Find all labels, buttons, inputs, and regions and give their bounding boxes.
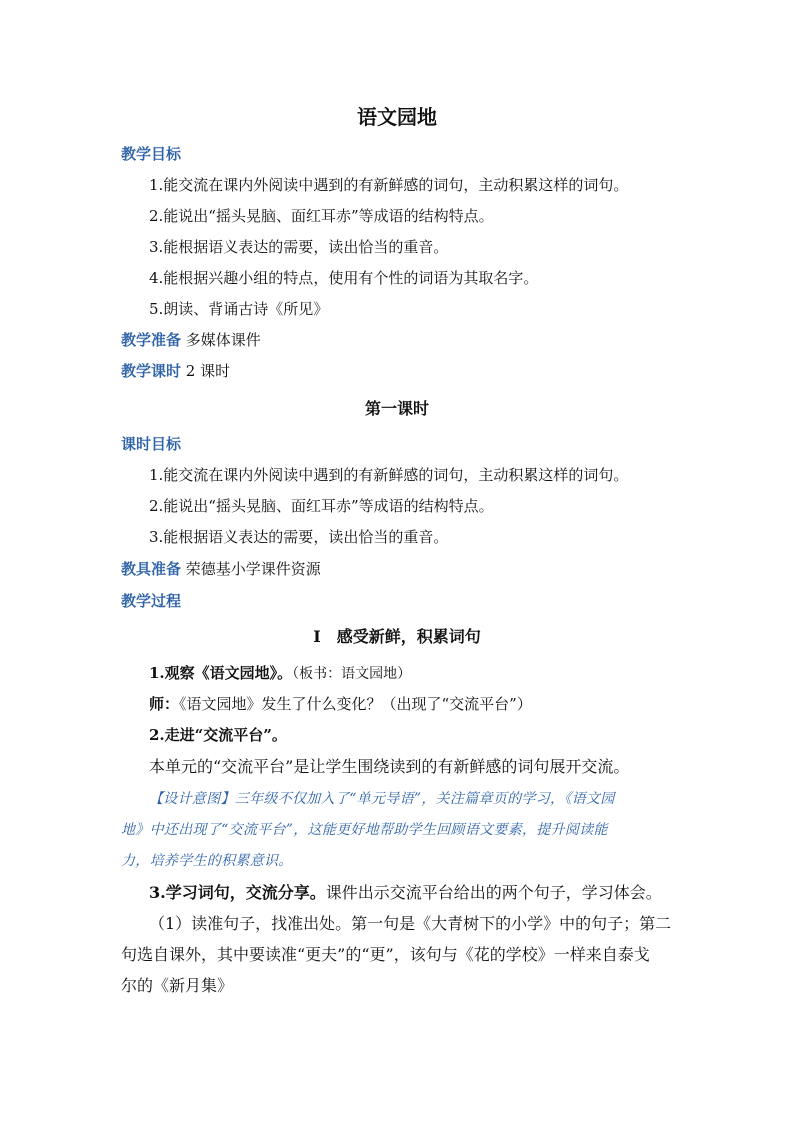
design-note-text: 三年级不仅加入了“单元导语”，关注篇章页的学习，《语文园 bbox=[234, 791, 615, 807]
goal-item: 3.能根据语义表达的需要，读出恰当的重音。 bbox=[149, 238, 449, 256]
teacher-text: 《语文园地》发生了什么变化？（出现了“交流平台”） bbox=[179, 695, 532, 713]
prep-label: 教学准备 bbox=[121, 331, 182, 349]
step-1 bbox=[149, 663, 411, 684]
step-3-detail-line: 尔的《新月集》 bbox=[121, 976, 234, 995]
step-1-rest: （板书：语文园地） bbox=[292, 666, 412, 682]
step-2: 2.走进“交流平台”。 bbox=[149, 726, 287, 744]
lesson-goal-item: 2.能说出“摇头晃脑、面红耳赤”等成语的结构特点。 bbox=[149, 497, 494, 515]
step-3-detail-line: （1）读准句子，找准出处。第一句是《大青树下的小学》中的句子；第二 bbox=[149, 914, 672, 933]
hours-line bbox=[121, 361, 230, 381]
goal-item: 1.能交流在课内外阅读中遇到的有新鲜感的词句，主动积累这样的词句。 bbox=[149, 176, 629, 194]
tools-line bbox=[121, 559, 321, 579]
step-1-bold: 1.观察《语文园地》。 bbox=[149, 664, 293, 682]
step-3-bold: 3.学习词句，交流分享。 bbox=[149, 883, 326, 902]
doc-title: 语文园地 bbox=[357, 105, 437, 129]
design-note-line-1 bbox=[149, 789, 615, 809]
step-3 bbox=[149, 883, 662, 903]
tools-value: 荣德基小学课件资源 bbox=[185, 560, 321, 578]
goal-item: 2.能说出“摇头晃脑、面红耳赤”等成语的结构特点。 bbox=[149, 207, 494, 225]
teacher-line bbox=[149, 694, 532, 714]
design-note-line-2: 地》中还出现了“交流平台”，这能更好地帮助学生回顾语文要素，提升阅读能 bbox=[121, 822, 608, 838]
step-2-text: 本单元的“交流平台”是让学生围绕读到的有新鲜感的词句展开交流。 bbox=[149, 757, 630, 776]
section-title: Ⅰ 感受新鲜，积累词句 bbox=[313, 627, 481, 646]
hours-value: 2 课时 bbox=[185, 362, 231, 380]
process-heading: 教学过程 bbox=[121, 592, 182, 610]
tools-label: 教具准备 bbox=[121, 560, 182, 578]
design-note-label: 【设计意图】 bbox=[149, 791, 235, 807]
lesson-goal-item: 3.能根据语义表达的需要，读出恰当的重音。 bbox=[149, 528, 449, 546]
goal-item: 5.朗读、背诵古诗《所见》 bbox=[149, 300, 329, 318]
teacher-label: 师： bbox=[149, 695, 180, 713]
prep-line bbox=[121, 330, 261, 350]
lesson-goal-item: 1.能交流在课内外阅读中遇到的有新鲜感的词句，主动积累这样的词句。 bbox=[149, 466, 629, 484]
hours-label: 教学课时 bbox=[121, 362, 182, 380]
lesson-title: 第一课时 bbox=[364, 399, 429, 418]
prep-value: 多媒体课件 bbox=[185, 331, 261, 349]
step-3-detail-line: 句选自课外，其中要读准“更夫”的“更”，该句与《花的学校》一样来自泰戈 bbox=[121, 945, 650, 964]
step-3-rest: 课件出示交流平台给出的两个句子，学习体会。 bbox=[325, 883, 662, 902]
lesson-goals-heading: 课时目标 bbox=[121, 435, 182, 453]
goal-item: 4.能根据兴趣小组的特点，使用有个性的词语为其取名字。 bbox=[149, 269, 539, 287]
design-note-line-3: 力，培养学生的积累意识。 bbox=[121, 853, 293, 869]
goals-heading: 教学目标 bbox=[121, 145, 182, 163]
